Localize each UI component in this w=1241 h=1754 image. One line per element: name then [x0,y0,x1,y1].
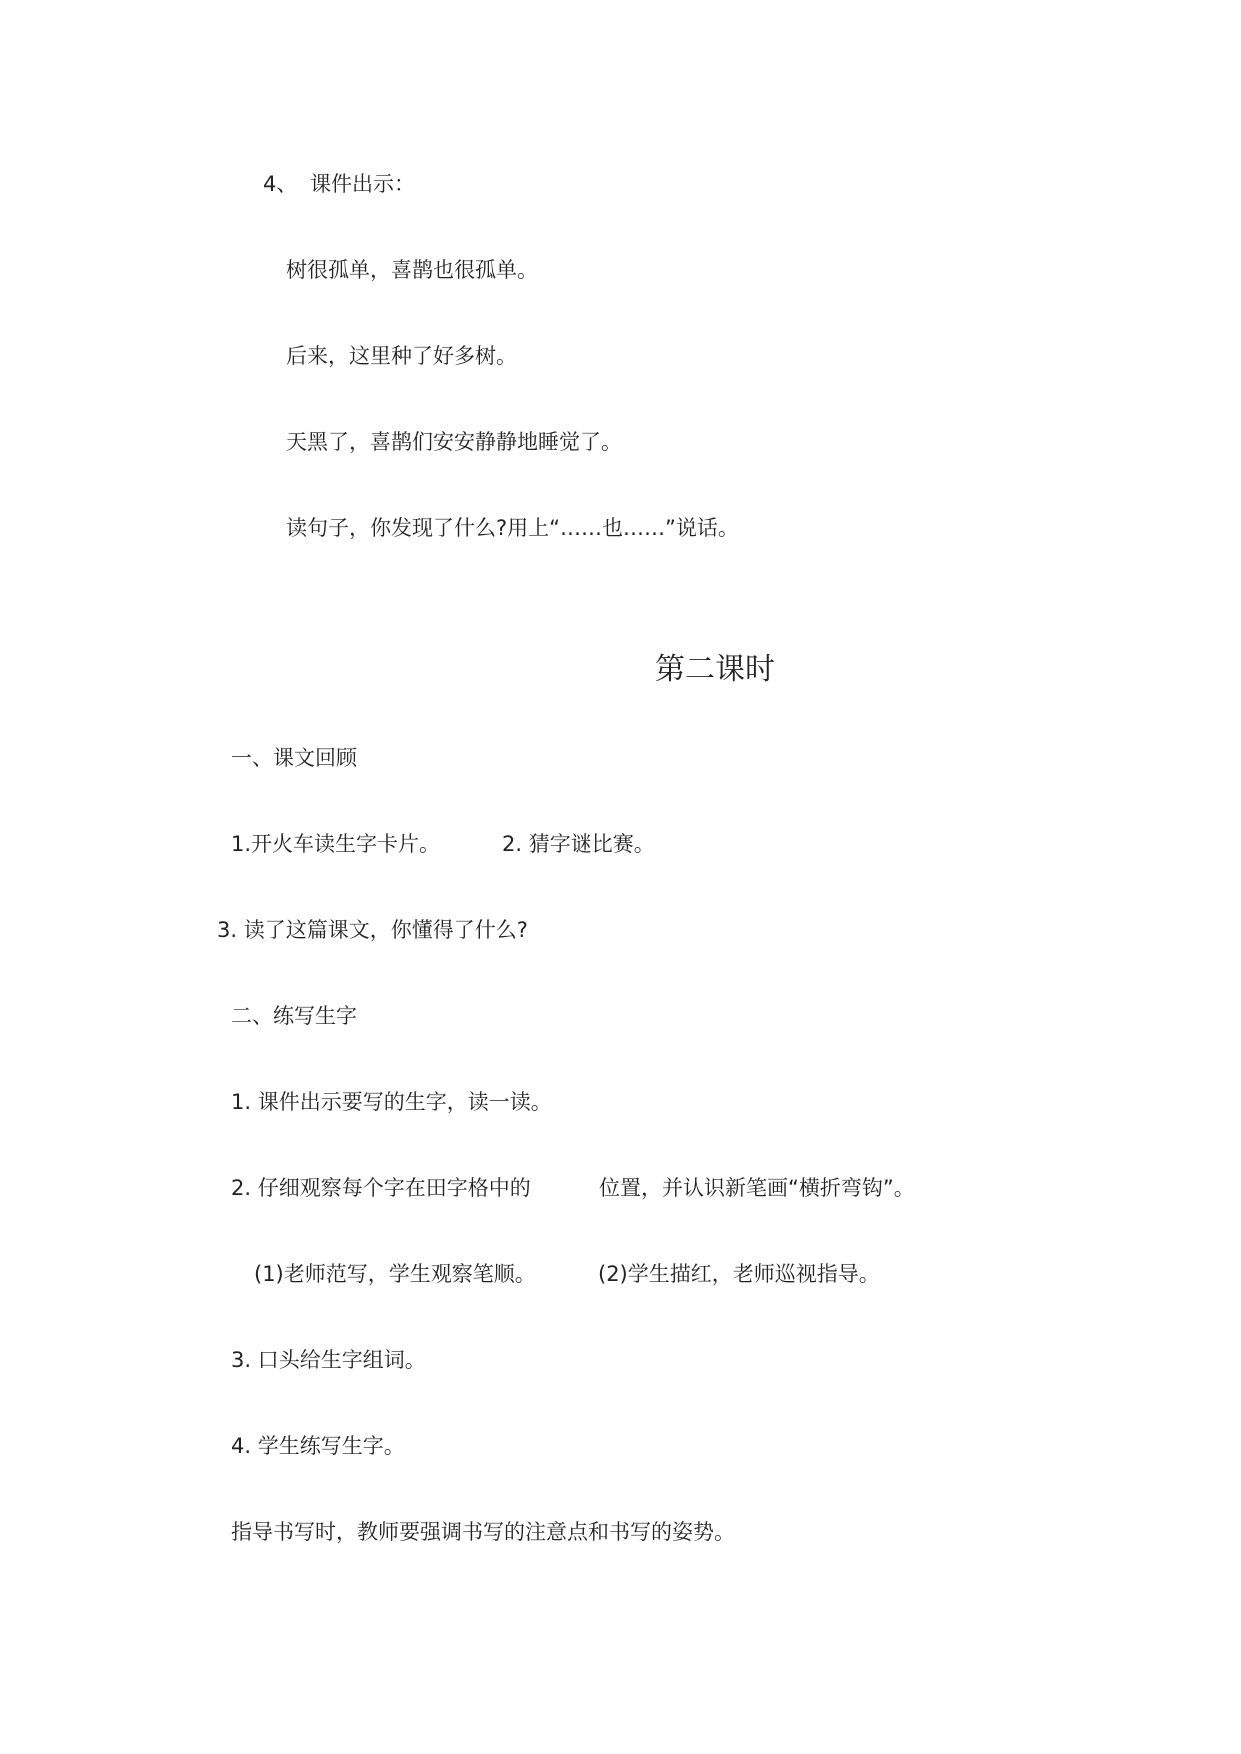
part1-item3: 3. 读了这篇课文，你懂得了什么? [217,918,528,942]
part2-item3: 3. 口头给生字组词。 [231,1348,426,1372]
sentence-1: 树很孤单，喜鹊也很孤单。 [286,258,538,282]
part1-heading: 一、课文回顾 [231,746,357,770]
item4-number: 4、 [263,172,298,196]
part2-note: 指导书写时，教师要强调书写的注意点和书写的姿势。 [231,1520,735,1544]
item4-label: 课件出示： [310,172,415,196]
part2-item2b: 位置，并认识新笔画“横折弯钩”。 [599,1176,915,1200]
part2-sub1: (1)老师范写，学生观察笔顺。 [254,1262,536,1286]
part2-heading: 二、练写生字 [231,1004,357,1028]
part2-sub2: (2)学生描红，老师巡视指导。 [598,1262,880,1286]
sentence-3: 天黑了，喜鹊们安安静静地睡觉了。 [286,430,622,454]
part2-item2a: 2. 仔细观察每个字在田字格中的 [231,1176,531,1200]
part2-item4: 4. 学生练写生字。 [231,1434,405,1458]
part1-item2: 2. 猜字谜比赛。 [502,832,655,856]
part1-item1: 1.开火车读生字卡片。 [231,832,441,856]
part2-item1: 1. 课件出示要写的生字，读一读。 [231,1090,552,1114]
sentence-2: 后来，这里种了好多树。 [286,344,517,368]
lesson2-title: 第二课时 [655,652,775,687]
sentence-4: 读句子，你发现了什么?用上“……也……”说话。 [286,516,739,540]
